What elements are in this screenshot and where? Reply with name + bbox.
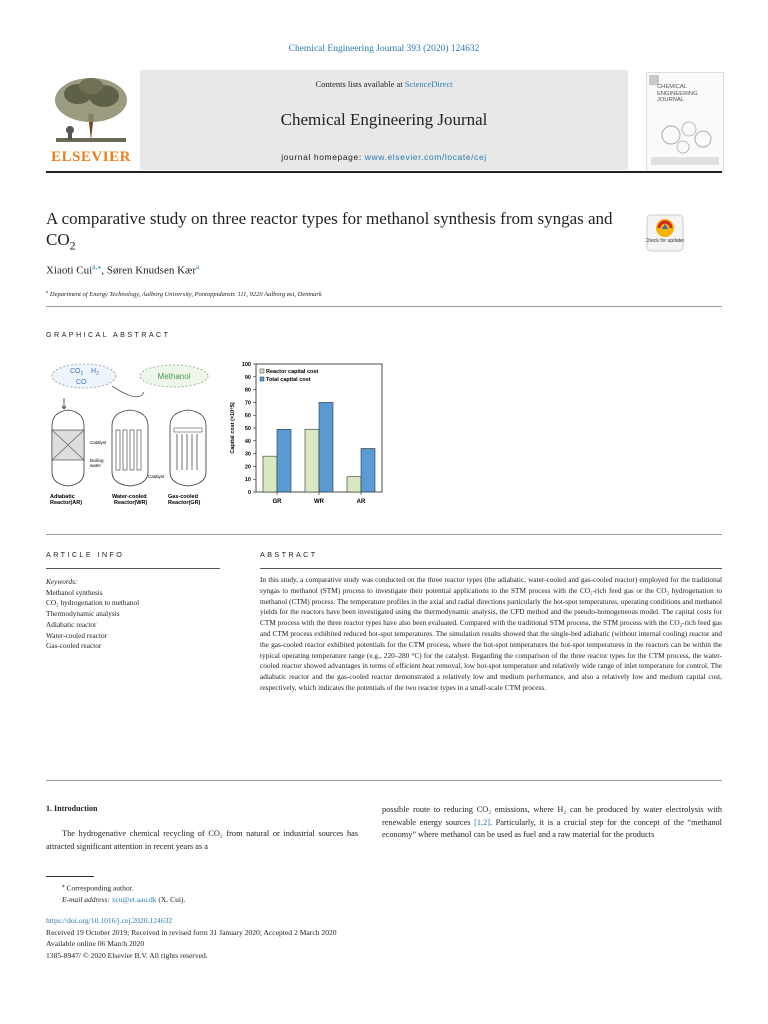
section-rule (46, 780, 722, 781)
journal-title: Chemical Engineering Journal (280, 110, 488, 129)
article-title (46, 208, 626, 256)
article-info-heading: ARTICLE INFO (46, 550, 125, 559)
y-tick-label: 70 (244, 400, 251, 407)
corresponding-author-note (46, 881, 185, 894)
sciencedirect-link[interactable]: ScienceDirect (404, 79, 453, 89)
badge-label: Check for updates (646, 238, 684, 244)
email-line (46, 894, 185, 906)
y-tick-label: 100 (241, 362, 251, 368)
citation-link[interactable]: [1,2] (474, 817, 490, 827)
article-title-main: A comparative study on three reactor types for methanol synthesis from syngas and CO (46, 209, 613, 249)
reactor-schematic (44, 356, 254, 516)
x-tick-label: AR (356, 499, 366, 505)
y-tick-label: 80 (244, 387, 251, 394)
gas-co2-label: $CO_2$ (70, 368, 84, 377)
legend-label: Total capital cost (266, 377, 311, 383)
bar-ar-series1 (347, 477, 361, 492)
gas-co-label: CO (76, 379, 87, 386)
email-link[interactable]: xcu@et.aau.dk (111, 895, 157, 904)
reactor-wr-label: Water-cooled Reactor(WR) (112, 494, 148, 506)
publication-info (46, 915, 337, 961)
section-rule (46, 534, 722, 535)
boiling-water-label: Boiling water (90, 458, 104, 468)
cover-title (657, 84, 698, 104)
section-rule (260, 568, 722, 569)
header-rule (46, 171, 722, 173)
check-for-updates-badge[interactable] (646, 214, 684, 252)
homepage-prefix: journal homepage: (281, 152, 365, 162)
keywords-label: Keywords: (46, 577, 78, 586)
y-tick-label: 20 (244, 464, 251, 471)
corresponding-text: Corresponding author. (64, 883, 134, 893)
y-tick-label: 40 (244, 438, 251, 445)
author-name[interactable]: Xiaoti Cui (46, 264, 93, 277)
section-rule (46, 306, 722, 307)
email-label: E-mail address: (62, 895, 112, 904)
contents-prefix: Contents lists available at (315, 79, 405, 89)
capital-cost-chart (226, 360, 386, 510)
author-list (46, 262, 199, 277)
cover-title-line: JOURNAL (657, 97, 685, 104)
y-tick-label: 0 (247, 490, 251, 496)
bar-gr-series2 (277, 429, 291, 492)
reactor-gr-label: Gas-cooled Reactor(GR) (168, 494, 201, 506)
contents-line (140, 79, 628, 89)
author-affiliation-mark[interactable]: a (196, 262, 200, 271)
bar-ar-series2 (361, 448, 375, 492)
journal-homepage (140, 152, 628, 162)
catalyst-label: Catalyst (90, 440, 107, 445)
y-tick-label: 10 (244, 477, 251, 484)
author-affiliation-mark[interactable]: a,⁎ (92, 262, 102, 271)
gas-h2-label: $H_2$ (91, 368, 99, 377)
online-date: Available online 06 March 2020 (46, 939, 145, 948)
keyword-item: CO₂ hydrogenation to methanol (46, 598, 140, 608)
abstract-heading: ABSTRACT (260, 550, 318, 559)
bar-wr-series1 (305, 429, 319, 492)
legend-swatch (260, 369, 264, 373)
keywords-block (46, 577, 139, 652)
copyright: 1385-8947/ © 2020 Elsevier B.V. All rights reserved. (46, 950, 208, 960)
catalyst-label-2: Catalyst (148, 474, 165, 479)
x-tick-label: WR (314, 499, 324, 505)
affiliation (46, 289, 322, 298)
keyword-item: Water-cooled reactor (46, 630, 108, 640)
y-tick-label: 30 (244, 451, 251, 458)
introduction-paragraph: The hydrogenative chemical recycling of CO₂ from natural or industrial sources has attracted significant attention in recent years as a (46, 829, 358, 851)
graphical-abstract-heading: GRAPHICAL ABSTRACT (46, 330, 171, 339)
keyword-item: Methanol synthesis (46, 587, 103, 597)
cover-title-line: ENGINEERING (657, 90, 698, 97)
author-separator: , (101, 264, 107, 277)
y-tick-label: 90 (244, 374, 251, 381)
body-text: . Particularly, it is a crucial step for the concept of the “methanol economy” where methanol can be used as fuel and a raw material for the products (382, 817, 722, 839)
received-dates: Received 19 October 2019; Received in revised form 31 January 2020; Accepted 2 March 2020 (46, 927, 337, 937)
x-tick-label: GR (272, 499, 282, 505)
homepage-link[interactable]: www.elsevier.com/locate/cej (364, 152, 487, 162)
footnote-rule (46, 876, 94, 877)
abstract-text: In this study, a comparative study was conducted on the three reactor types (the adiabatic, water-cooled and gas-cooled reactor) employed for the traditional syngas to methanol (STM) process to investigate their potential applications to the STM process with the CO₂-rich feed gas or the CO₂ hydrogenation to methanol (CTM) process. The temperature profiles in the axial and radial directions particularly the hot-spot temperatures, operating conditions and methanol yields for the reactors have been investigated using the thermodynamic analysis, the CFD method and the pseudo-homogeneous model. The capital costs for CTM process with the three reactor types have also been evaluated. Compared with the traditional STM process, the STM process with the CO₂-rich feed gas and CTM process exhibited reduced hot-spot temperatures. The simulation results showed that the single-bed adiabatic (without internal cooling) reactor and the gas-cooled reactor exhibited potentials for the CTM process, where the hot-spot temperatures the hot-spot temperatures in the reactors can be within the typical operating temperature range (e.g., 220–280 °C) for the catalyst. Regarding the comparison of the three reactor types for the CTM process, the water-cooled reactor showed advantages in terms of efficient heat removal, low hot-spot temperature and relatively wide range of inlet temperature for control. The adiabatic reactor and the gas-cooled reactor demonstrated a relatively low and medium performance, and also a relatively low and medium capital cost, respectively, which indicates the potentials of the two reactor types in a small-scale CTM process. (260, 575, 722, 692)
y-tick-label: 50 (244, 426, 251, 432)
elsevier-wordmark[interactable]: ELSEVIER (51, 149, 131, 165)
reactor-ar-label: Adiabatic Reactor(AR) (50, 494, 83, 506)
article-title-subscript: 2 (69, 238, 76, 253)
keyword-item: Adiabatic reactor (46, 619, 97, 629)
section-rule (46, 568, 220, 569)
bar-wr-series2 (319, 402, 333, 492)
y-axis-label: Capital cost (×10⁶$) (230, 402, 236, 454)
methanol-label: Methanol (157, 372, 191, 381)
affiliation-mark: a (46, 289, 49, 294)
corresponding-mark: ⁎ (62, 883, 65, 889)
footnote (46, 881, 185, 906)
legend-label: Reactor capital cost (266, 369, 319, 375)
y-tick-label: 60 (244, 413, 251, 420)
introduction-heading: 1. Introduction (46, 804, 98, 813)
body-text: possible route to reducing CO₂ emissions, where H₂ can be produced by water electrolysis with renewable energy sources (382, 805, 722, 827)
affiliation-text: Department of Energy Technology, Aalborg University, Pontoppidanstr. 111, 9220 Aalborg øst, Denmark (49, 291, 322, 299)
author-name[interactable]: Søren Knudsen Kær (106, 264, 197, 277)
email-suffix: (X. Cui). (156, 895, 186, 904)
keyword-item: Gas-cooled reactor (46, 641, 102, 651)
doi-link[interactable]: https://doi.org/10.1016/j.cej.2020.124632 (46, 916, 173, 925)
journal-citation[interactable]: Chemical Engineering Journal 393 (2020) 124632 (288, 44, 480, 54)
introduction-paragraph-continued (382, 804, 722, 842)
keyword-item: Thermodynamic analysis (46, 609, 120, 619)
cover-title-line: CHEMICAL (657, 84, 687, 90)
legend-swatch (260, 377, 264, 381)
bar-gr-series1 (263, 456, 277, 492)
